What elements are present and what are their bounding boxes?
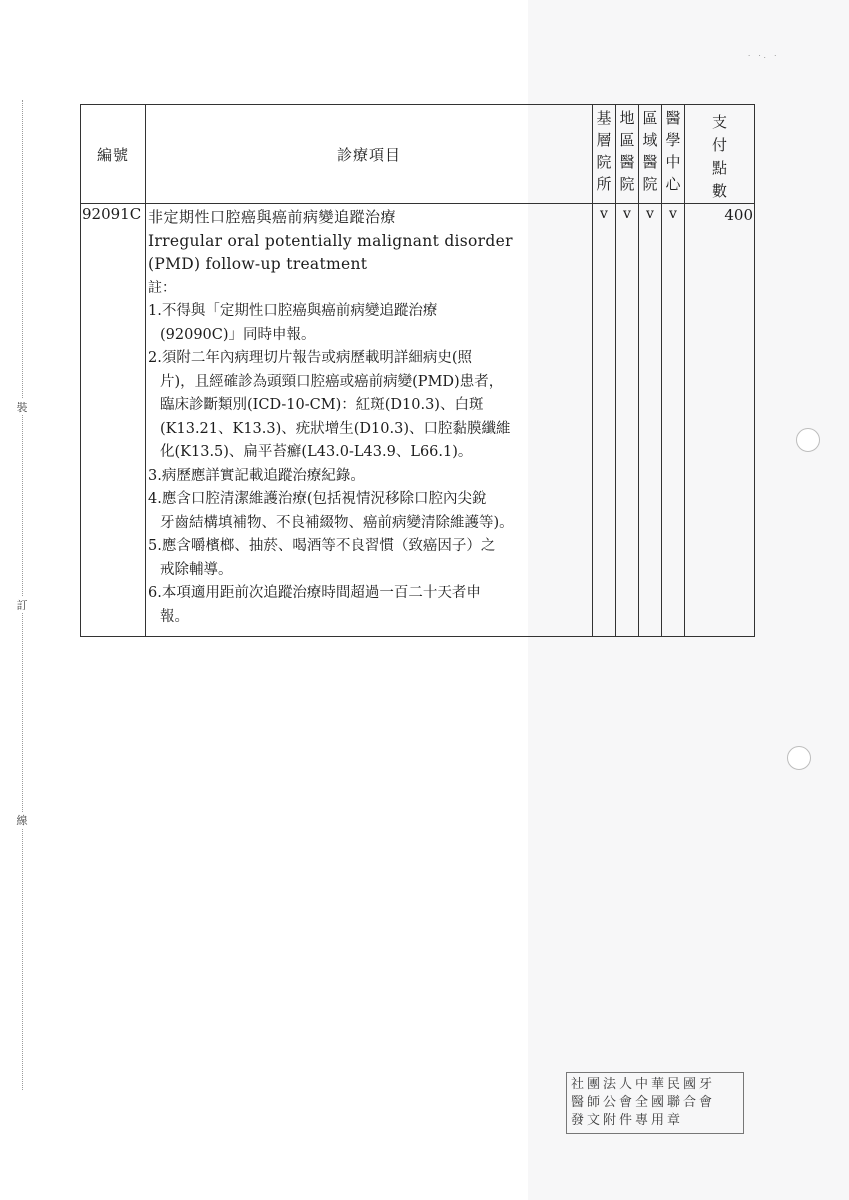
- item-code: 92091C: [81, 204, 146, 637]
- notes-label: 註：: [148, 279, 176, 296]
- item-description: [146, 204, 593, 637]
- punch-hole: [796, 428, 820, 452]
- binding-mark-ding: 訂: [12, 597, 32, 613]
- note-item: 5.應含嚼檳榔、抽菸、喝酒等不良習慣（致癌因子）之 戒除輔導。: [148, 538, 496, 578]
- mark-district-hospital: v: [616, 204, 639, 637]
- header-level-medical-center: 醫 學 中 心: [662, 105, 685, 204]
- header-level-district-hospital: 地 區 醫 院: [616, 105, 639, 204]
- binding-mark-xian: 線: [12, 812, 32, 828]
- scan-specks: · ·. ·: [748, 52, 780, 60]
- mark-clinic: v: [593, 204, 616, 637]
- header-level-regional-hospital: 區 域 醫 院: [639, 105, 662, 204]
- binding-dotted-line: [22, 100, 23, 1090]
- note-item: 4.應含口腔清潔維護治療(包括視情況移除口腔內尖銳 牙齒結構填補物、不良補綴物、癌前病變清除維護等)。: [148, 491, 514, 531]
- item-points: 400: [685, 204, 755, 637]
- stamp-line: 發文附件專用章: [571, 1113, 684, 1128]
- note-item: 1.不得與「定期性口腔癌與癌前病變追蹤治療 (92090C)」同時申報。: [148, 303, 438, 343]
- table-row: [81, 204, 755, 637]
- binding-mark-zhuang: 裝: [12, 399, 32, 415]
- punch-hole: [787, 746, 811, 770]
- table-header-row: [81, 105, 755, 204]
- item-title-en-line: (PMD) follow-up treatment: [148, 255, 368, 273]
- header-item: 診療項目: [146, 105, 593, 204]
- note-item: 3.病歷應詳實記載追蹤治療紀錄。: [148, 467, 365, 484]
- item-title-zh: 非定期性口腔癌與癌前病變追蹤治療: [148, 208, 397, 226]
- header-code: 編號: [81, 105, 146, 204]
- mark-medical-center: v: [662, 204, 685, 637]
- note-item: 2.須附二年內病理切片報告或病歷載明詳細病史(照 片)，且經確診為頭頸口腔癌或癌前病變(PMD)患者， 臨床診斷類別(ICD-10-CM)：紅斑(D10.3)、白斑 (K13.21、K13.3)、疣狀增生(D10.3)、口腔黏膜纖維 化(K13.5)、扁平苔癬(L43.0-L43.9、L66.1)。: [148, 350, 511, 460]
- note-item: 6.本項適用距前次追蹤治療時間超過一百二十天者申 報。: [148, 585, 481, 625]
- header-points: 支 付 點 數: [685, 105, 755, 204]
- stamp-line: 醫師公會全國聯合會: [571, 1095, 716, 1110]
- item-title-en-line: Irregular oral potentially malignant disorder: [148, 231, 513, 250]
- mark-regional-hospital: v: [639, 204, 662, 637]
- header-level-clinic: 基 層 院 所: [593, 105, 616, 204]
- fee-schedule-table: [80, 104, 755, 637]
- stamp-line: 社團法人中華民國牙: [571, 1077, 716, 1092]
- official-seal-stamp: [566, 1072, 744, 1134]
